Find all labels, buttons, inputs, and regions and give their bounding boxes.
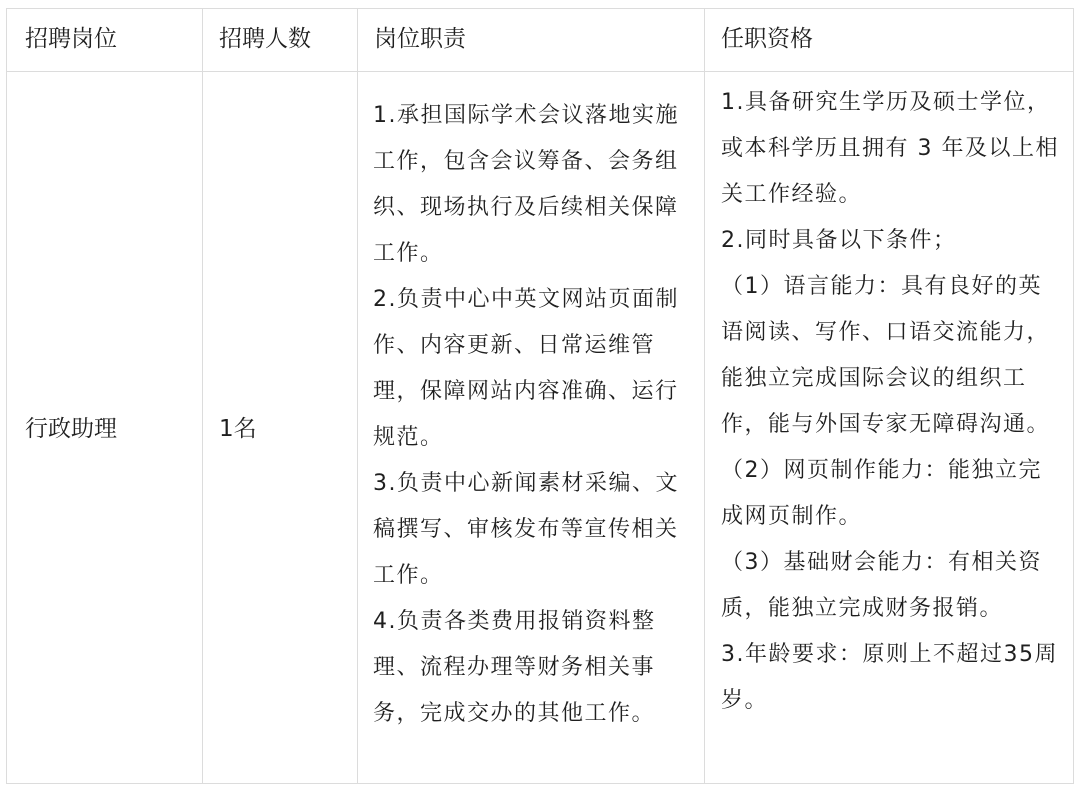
- header-qualifications: 任职资格: [721, 26, 813, 52]
- header-divider: [7, 71, 1073, 72]
- qualification-item: （2）网页制作能力：能独立完成网页制作。: [721, 458, 1042, 529]
- qualification-item: （1）语言能力：具有良好的英语阅读、写作、口语交流能力，能独立完成国际会议的组织工作，能与外国专家无障碍沟通。: [721, 274, 1051, 437]
- header-count: 招聘人数: [219, 26, 311, 52]
- qualification-item: （3）基础财会能力：有相关资质，能独立完成财务报销。: [721, 550, 1042, 621]
- header-duties: 岗位职责: [374, 26, 466, 52]
- duty-item: 2.负责中心中英文网站页面制作、内容更新、日常运维管理，保障网站内容准确、运行规范。: [373, 287, 679, 450]
- qualification-item: 2.同时具备以下条件；: [721, 228, 957, 253]
- duty-item: 1.承担国际学术会议落地实施工作，包含会议筹备、会务组织、现场执行及后续相关保障工作。: [373, 103, 679, 266]
- duty-item: 4.负责各类费用报销资料整理、流程办理等财务相关事务，完成交办的其他工作。: [373, 609, 656, 726]
- column-divider: [202, 9, 203, 783]
- qualification-item: 3.年龄要求：原则上不超过35周岁。: [721, 642, 1058, 713]
- qualification-item: 1.具备研究生学历及硕士学位，或本科学历且拥有 3 年及以上相关工作经验。: [721, 90, 1059, 207]
- count-cell: 1名: [219, 416, 257, 442]
- duty-item: 3.负责中心新闻素材采编、文稿撰写、审核发布等宣传相关工作。: [373, 471, 679, 588]
- qualifications-cell: [721, 80, 1061, 724]
- header-position: 招聘岗位: [25, 26, 117, 52]
- duties-cell: [373, 93, 691, 737]
- recruitment-table: [6, 8, 1074, 784]
- position-cell: 行政助理: [25, 416, 117, 442]
- column-divider: [357, 9, 358, 783]
- column-divider: [704, 9, 705, 783]
